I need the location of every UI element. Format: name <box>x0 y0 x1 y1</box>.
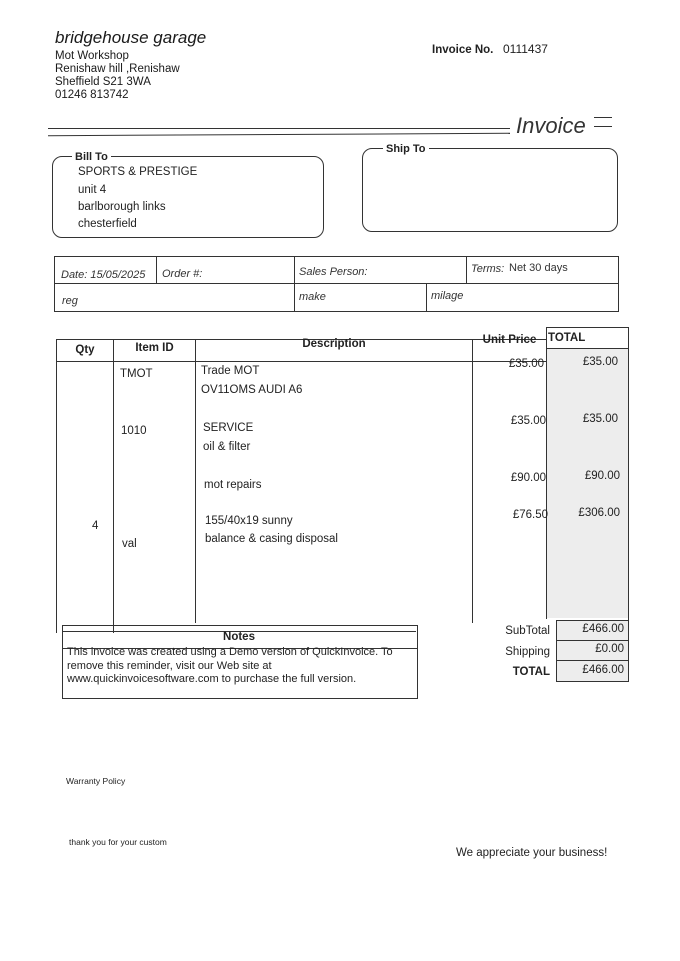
row-description: 155/40x19 sunny <box>205 515 293 527</box>
row-item-id: val <box>122 538 137 550</box>
milage-field: milage <box>431 290 464 302</box>
invoice-number-value: 0111437 <box>503 42 548 56</box>
title-rule <box>48 128 510 129</box>
subtotal-value: £466.00 <box>582 623 624 635</box>
company-address-line: Mot Workshop <box>55 50 129 62</box>
row-description: SERVICE <box>203 422 254 434</box>
appreciation-note: We appreciate your business! <box>456 847 608 859</box>
notes-label: Notes <box>223 631 255 643</box>
row-item-id: TMOT <box>120 368 153 380</box>
company-address-line: Sheffield S21 3WA <box>55 76 151 88</box>
row-unit-price: £90.00 <box>510 472 546 484</box>
sales-person-field: Sales Person: <box>299 266 368 278</box>
thank-you-note: thank you for your custom <box>69 837 167 847</box>
row-qty: 4 <box>92 520 99 532</box>
bill-to-label: Bill To <box>72 151 111 163</box>
row-total: £35.00 <box>582 356 618 368</box>
company-name: bridgehouse garage <box>55 28 207 47</box>
row-total: £35.00 <box>582 413 618 425</box>
row-description: oil & filter <box>203 441 251 453</box>
bill-to-line: barlborough links <box>78 201 166 213</box>
row-unit-price: £35.00 <box>508 358 544 370</box>
notes-line: This invoice was created using a Demo version of QuickInvoice. To <box>67 646 393 658</box>
terms-label: Terms: <box>471 263 505 275</box>
bill-to-line: chesterfield <box>78 218 137 230</box>
warranty-policy: Warranty Policy <box>66 776 126 786</box>
terms-value: Net 30 days <box>509 262 568 274</box>
ship-to-box <box>362 148 618 232</box>
ship-to-label: Ship To <box>383 143 429 155</box>
order-field: Order #: <box>162 268 203 280</box>
bill-to-line: SPORTS & PRESTIGE <box>78 166 198 178</box>
invoice-title: Invoice <box>516 113 586 138</box>
row-description: OV11OMS AUDI A6 <box>201 384 303 396</box>
row-description: Trade MOT <box>201 365 260 377</box>
item-id-header: Item ID <box>135 342 174 354</box>
details-grid-divider <box>54 283 618 284</box>
description-header: Description <box>302 338 366 350</box>
invoice-number-label: Invoice No. <box>432 44 494 56</box>
reg-field: reg <box>62 295 78 307</box>
shipping-label: Shipping <box>505 646 550 658</box>
row-unit-price: £35.00 <box>510 415 546 427</box>
company-address-line: Renishaw hill ,Renishaw <box>55 63 180 75</box>
title-rule-end <box>594 117 612 127</box>
subtotal-label: SubTotal <box>505 625 550 637</box>
row-description: balance & casing disposal <box>205 533 338 545</box>
row-item-id: 1010 <box>121 425 147 437</box>
company-phone: 01246 813742 <box>55 89 129 101</box>
make-field: make <box>299 291 326 303</box>
row-total: £90.00 <box>584 470 620 482</box>
total-label: TOTAL <box>512 666 550 678</box>
notes-line: www.quickinvoicesoftware.com to purchase the full version. <box>67 673 357 685</box>
total-value: £466.00 <box>582 664 624 676</box>
unit-price-header: Unit Price <box>482 334 537 346</box>
total-column-shade <box>546 348 628 618</box>
row-total: £306.00 <box>578 507 620 519</box>
shipping-value: £0.00 <box>595 643 624 655</box>
title-rule <box>48 133 510 136</box>
date-field: Date: 15/05/2025 <box>61 269 146 281</box>
qty-header: Qty <box>75 344 95 356</box>
notes-line: remove this reminder, visit our Web site at <box>67 660 272 672</box>
bill-to-line: unit 4 <box>78 184 107 196</box>
total-header: TOTAL <box>548 332 586 344</box>
row-description: mot repairs <box>204 479 262 491</box>
row-unit-price: £76.50 <box>512 509 548 521</box>
